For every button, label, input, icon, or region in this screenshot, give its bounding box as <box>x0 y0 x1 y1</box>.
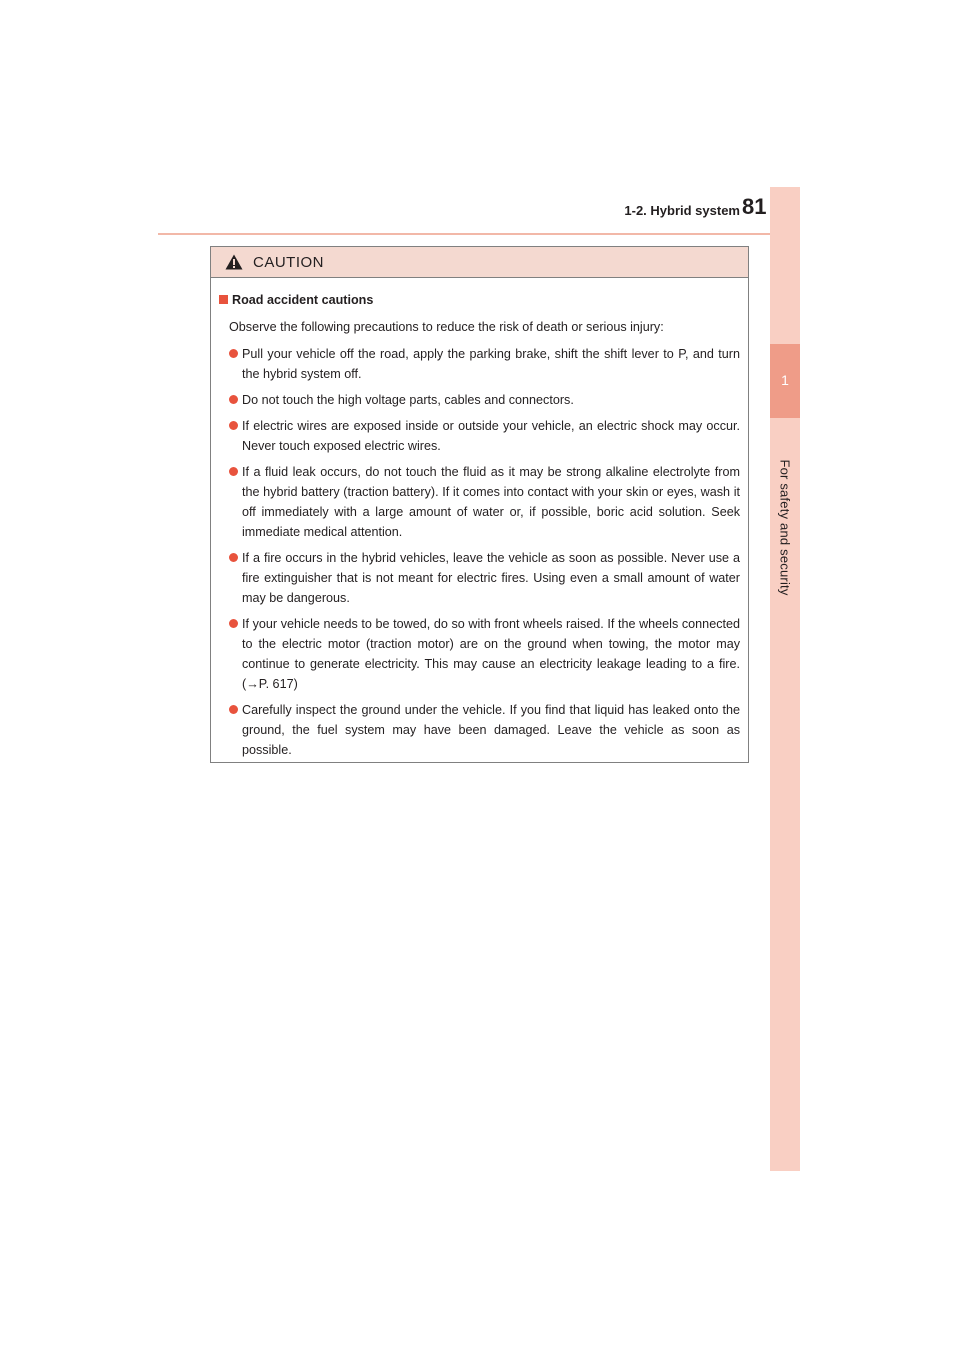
list-item-text: If electric wires are exposed inside or outside your vehicle, an electric shock may occur. Never touch exposed electric wires. <box>242 419 740 453</box>
section-title: 1-2. Hybrid system <box>624 203 740 218</box>
list-item-text: Carefully inspect the ground under the vehicle. If you find that liquid has leaked onto the ground, the fuel system may have been damaged. Leave the vehicle as soon as possible. <box>242 703 740 757</box>
round-bullet-icon <box>229 467 238 476</box>
caution-box <box>210 246 749 763</box>
round-bullet-icon <box>229 705 238 714</box>
list-item-text: If your vehicle needs to be towed, do so with front wheels raised. If the wheels connected to the electric motor (traction motor) are on the ground when towing, the motor may continue to generate electricity. This may cause an electricity leakage leading to a fire. (→P. 617) <box>242 617 740 691</box>
list-item <box>219 614 740 694</box>
caution-title: CAUTION <box>253 253 324 271</box>
list-item-text: Pull your vehicle off the road, apply the parking brake, shift the shift lever to P, and turn the hybrid system off. <box>242 347 740 381</box>
square-bullet-icon <box>219 295 228 304</box>
list-item <box>219 390 740 410</box>
precaution-list <box>219 344 740 760</box>
list-item <box>219 462 740 542</box>
list-item <box>219 416 740 456</box>
intro-text: Observe the following precautions to reduce the risk of death or serious injury: <box>229 320 664 334</box>
warning-triangle-icon <box>225 254 243 270</box>
list-item-text: Do not touch the high voltage parts, cables and connectors. <box>242 393 574 407</box>
list-item <box>219 548 740 608</box>
header-divider <box>158 233 800 235</box>
round-bullet-icon <box>229 619 238 628</box>
page-number: 81 <box>742 194 767 219</box>
chapter-title: For safety and security <box>777 459 793 596</box>
round-bullet-icon <box>229 421 238 430</box>
list-item-text: If a fluid leak occurs, do not touch the fluid as it may be strong alkaline electrolyte from the hybrid battery (traction battery). If it comes into contact with your skin or eyes, wash it off immediately with a large amount of water or, if possible, boric acid solution. Seek immediate medical attention. <box>242 465 740 539</box>
chapter-number: 1 <box>781 372 789 388</box>
section-heading <box>219 290 740 310</box>
list-item <box>219 700 740 760</box>
caution-body <box>211 278 748 760</box>
round-bullet-icon <box>229 553 238 562</box>
caution-header <box>211 247 748 278</box>
section-heading-text: Road accident cautions <box>232 293 374 307</box>
list-item <box>219 344 740 384</box>
chapter-side-tab <box>770 187 800 1171</box>
round-bullet-icon <box>229 395 238 404</box>
list-item-text: If a fire occurs in the hybrid vehicles, leave the vehicle as soon as possible. Never use a fire extinguisher that is not meant for electric fires. Using even a small amount of water may be dangerous. <box>242 551 740 605</box>
round-bullet-icon <box>229 349 238 358</box>
